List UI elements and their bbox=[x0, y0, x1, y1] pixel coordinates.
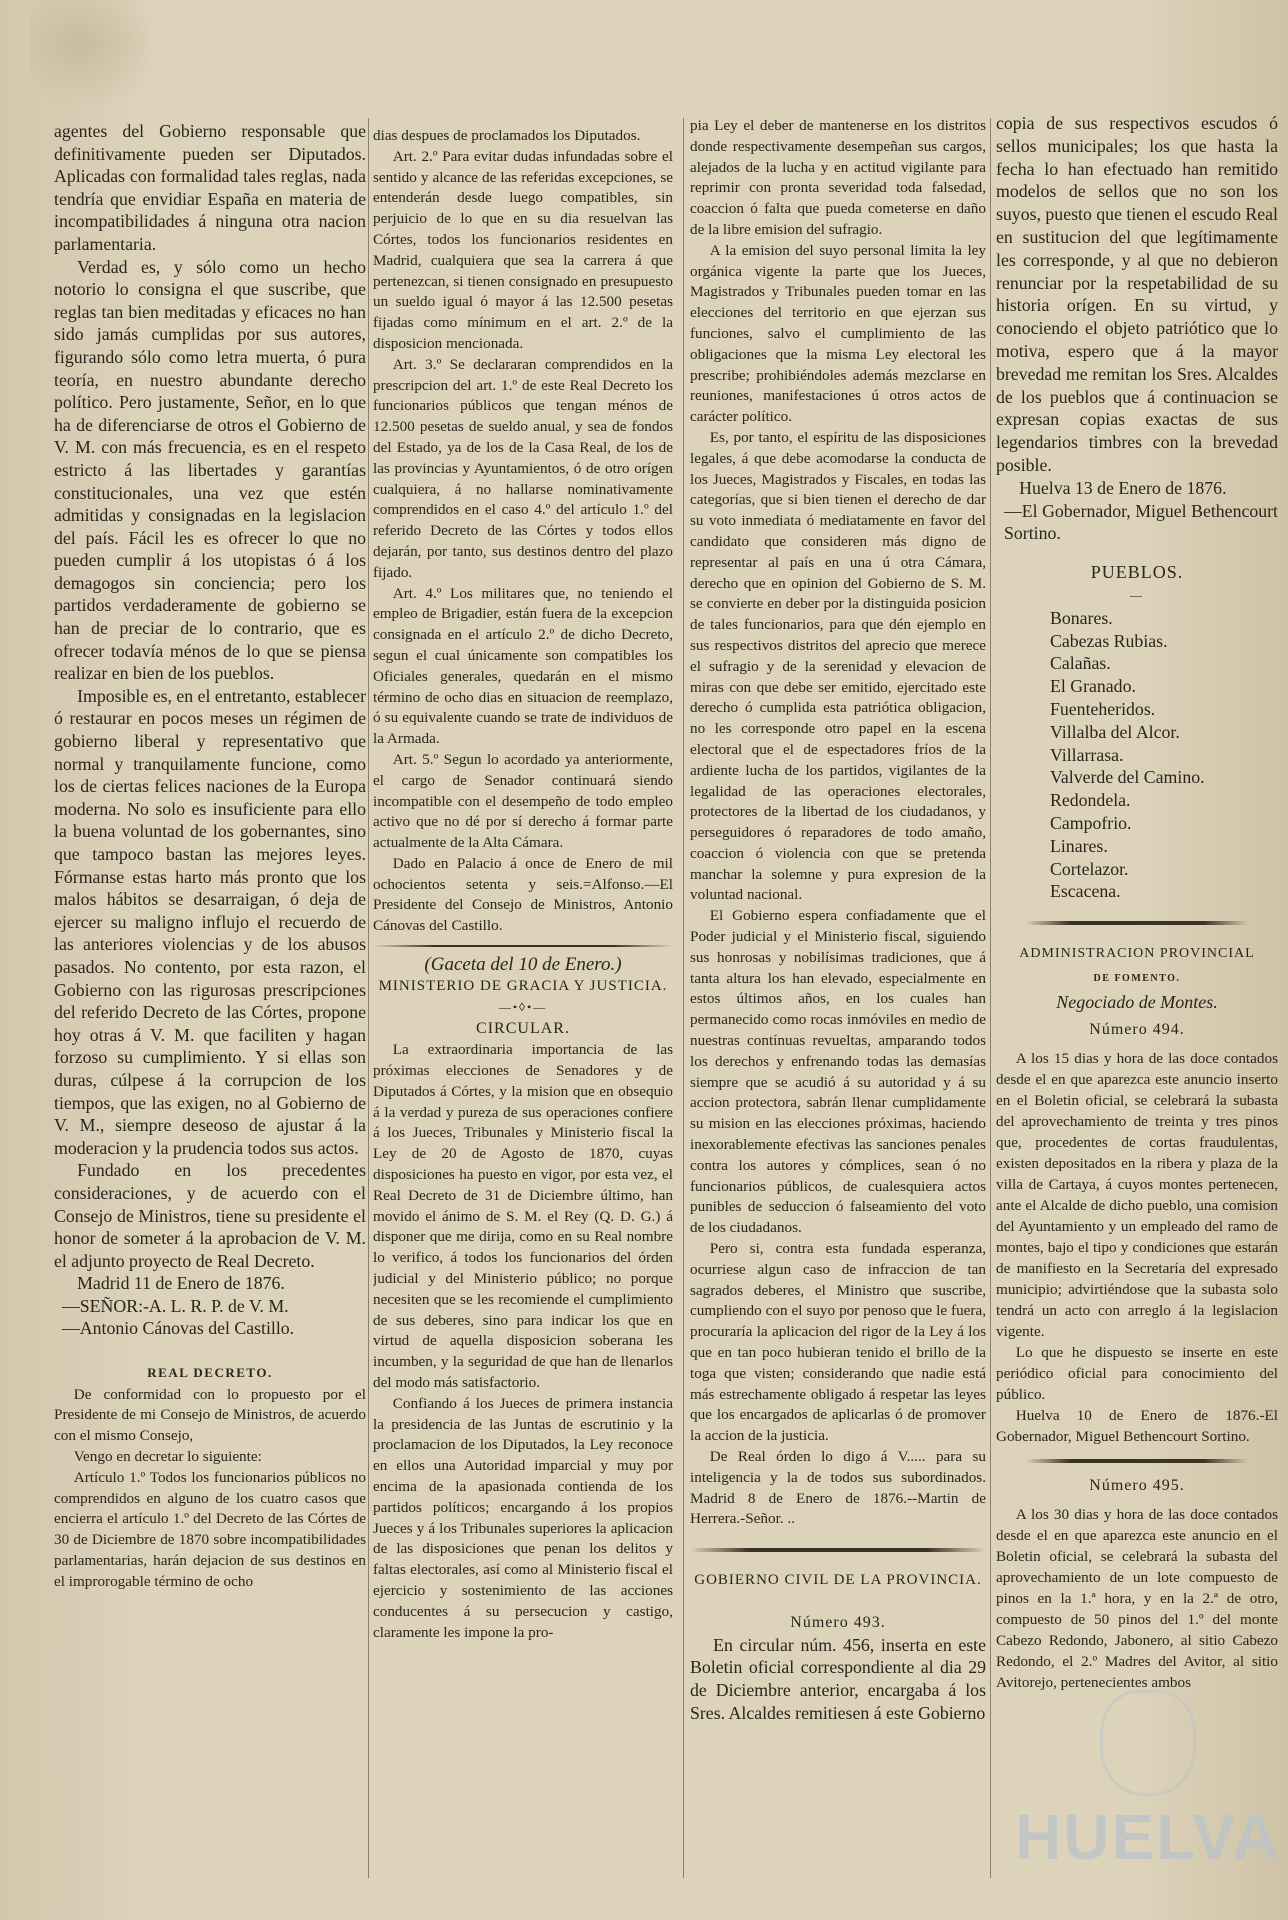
paragraph: La extraordinaria importancia de las próximas elecciones de Senadores y de Diputados á Córtes, y la mision que en obsequio á la verdad y pureza de sus operaciones confiere á los Jueces, Tribunales y Ministerio fiscal la Ley de 20 de Agosto de 1870, cuyas disposiciones ha puesto en vigor, por esta vez, el Real Decreto de 31 de Diciembre último, han movido el ánimo de S. M. el Rey (Q. D. G.) á disponer que me dirija, como en su Real nombre lo verifico, á todos los funcionarios del órden judicial y del Ministerio público; no porque necesiten que se les recomiende el cumplimiento de sus deberes, sino para indicar los que en virtud de aquella disposicion soberana les incumben, y la seguridad de que han de llenarlos del modo más satisfactorio. bbox=[373, 1041, 673, 1392]
column-3 bbox=[690, 116, 986, 1724]
separator-rule bbox=[373, 945, 673, 947]
list-item: Linares. bbox=[1050, 835, 1108, 856]
paragraph: Dado en Palacio á once de Enero de mil ochocientos setenta y seis.=Alfonso.—El Presidente del Consejo de Ministros, Antonio Cánovas del Castillo. bbox=[373, 854, 673, 935]
section-heading: REAL DECRETO. bbox=[147, 1365, 273, 1381]
signature-line: —Antonio Cánovas del Castillo. bbox=[62, 1318, 295, 1339]
ornament: — bbox=[1130, 587, 1144, 602]
paragraph: Es, por tanto, el espíritu de las disposiciones legales, á que debe acomodarse la conducta de los Jueces, Magistrados y Fiscales, en todas las categorías, que si bien tienen el derecho de dar su voto inmediata ó mediatamente en favor del candidato que consideren más digno de representar al país en una ú otra Cámara, derecho que en opinion del Gobierno de S. M. se convierte en deber por la distinguida posicion de tales funcionarios, para que dén ejemplo en sus respectivos distritos del aprecio que merece el sufragio y de la serenidad y elevacion de miras con que debe ser emitido, ejercitado este derecho ó cumplida esta patriótica obligacion, no les corresponde otro papel en la escena electoral que el de espectadores fríos de la ardiente lucha de los partidos, vigilantes de la legalidad de las operaciones electorales, protectores de la libertad de los ciudadanos, y perseguidores ó reparadores de todo amaño, coaccion ó violencia con que se pretenda manchar la solemne y pura expresion de la voluntad nacional. bbox=[690, 428, 986, 904]
signature-line: —SEÑOR:-A. L. R. P. de V. M. bbox=[62, 1295, 289, 1316]
column-rule bbox=[683, 118, 684, 1878]
paragraph: A los 15 dias y hora de las doce contados desde el en que aparezca este anuncio inserto en el Boletin oficial, se celebrará la subasta del aprovechamiento de treinta y tres pinos que, procedentes de cortas fraudulentas, existen depositados en la ribera y plaza de la villa de Cartaya, á cuyos montes pertenecen, ante el Alcalde de dicho pueblo, una comision del Ayuntamiento y un empleado del ramo de montes, bajo el tipo y condiciones que estarán de manifiesto en la Secretaría del expresado municipio; advirtiéndose que la subasta solo tendrá un acto con arreglo á la legislacion vigente. bbox=[996, 1050, 1278, 1341]
column-rule bbox=[990, 118, 991, 1878]
list-item: El Granado. bbox=[1050, 676, 1136, 697]
list-item: Escacena. bbox=[1050, 881, 1121, 902]
column-2 bbox=[373, 126, 673, 1643]
paragraph: Vengo en decretar lo siguiente: bbox=[73, 1448, 262, 1466]
watermark-seal-icon bbox=[1100, 1690, 1196, 1796]
paragraph: De conformidad con lo propuesto por el Presidente de mi Consejo de Ministros, de acuerdo con el mismo Consejo, bbox=[54, 1385, 366, 1445]
list-item: Cabezas Rubias. bbox=[1050, 630, 1168, 651]
date-line: Madrid 11 de Enero de 1876. bbox=[77, 1273, 285, 1294]
list-item: Villarrasa. bbox=[1050, 744, 1124, 765]
paragraph: Pero si, contra esta fundada esperanza, ocurriese algun caso de infraccion de tan sagrados deberes, el Ministro que suscribe, cumpliendo con el suyo por penoso que le fuera, procuraría la aplicacion del rigor de la Ley á los que en tan poco hubieran tenido el brillo de la toga que visten; considerando que nadie está más estrechamente obligado á respetar las leyes que los encargados de aplicarlas ó de promover la accion de la justicia. bbox=[690, 1240, 986, 1445]
section-subheading: DE FOMENTO. bbox=[1093, 972, 1181, 984]
paragraph: En circular núm. 456, inserta en este Boletin oficial correspondiente al dia 29 de Diciembre anterior, encargaba á los Sres. Alcaldes remitiesen á este Gobierno bbox=[690, 1634, 986, 1723]
list-item: Valverde del Camino. bbox=[1050, 767, 1205, 788]
pueblos-list bbox=[996, 607, 1278, 903]
paragraph: El Gobierno espera confiadamente que el Poder judicial y el Ministerio fiscal, siguiendo sus honrosas y nobilísimas tradiciones, que á tanta altura los han elevado, especialmente en estos últimos años, en los cuales han permanecido como rocas inmóviles en medio de nuestras contínuas revueltas, amparando todos los derechos y enfrenando todas las demasías siempre que se acudió á su autoridad y á su accion protectora, sabrán llenar cumplidamente su mision en las elecciones próximas, haciendo inexorablemente efectivas las sanciones penales contra los autores y cómplices, sean ó no funcionarios públicos, de cualesquiera actos punibles de seduccion ó falseamiento del voto de los ciudadanos. bbox=[690, 907, 986, 1237]
paragraph: Confiando á los Jueces de primera instancia la presidencia de las Juntas de escrutinio y la proclamacion de los Diputados, la Ley reconoce en ellos una Autoridad imparcial y muy por encima de la apasionada contienda de los partidos políticos; encargando á los propios Jueces y á los Tribunales superiores la aplicacion de las disposiciones que penan los delitos y faltas electorales, así como al Ministerio fiscal el ejercicio y sostenimiento de las acciones conducentes á su persecucion y castigo, claramente les impone la pro- bbox=[373, 1394, 673, 1641]
list-item: Villalba del Alcor. bbox=[1050, 721, 1180, 742]
paragraph: Art. 2.º Para evitar dudas infundadas sobre el sentido y alcance de las referidas excepciones, se entenderán desde luego compatibles, sin perjuicio de lo que en su dia resuelvan las Córtes, todos los funcionarios residentes en Madrid, cualquiera que sea la carrera á que pertenezcan, si tienen consignado en presupuesto un sueldo igual ó mayor á las 12.500 pesetas fijadas como mínimum en el art. 2.º de la disposicion mencionada. bbox=[373, 147, 673, 352]
separator-rule bbox=[690, 1548, 986, 1552]
notice-number: Número 495. bbox=[1089, 1477, 1185, 1495]
paragraph: De Real órden lo digo á V..... para su inteligencia y la de todos sus subordinados. Madrid 8 de Enero de 1876.--Martin de Herrera.-Señor. .. bbox=[690, 1448, 986, 1528]
paragraph: A los 30 dias y hora de las doce contados desde el en que aparezca este anuncio en el Boletin oficial, se celebrará la subasta del aprovechamiento de un lote compuesto de pinos en la 1.ª hora, y en la 2.ª de otro, compuesto de 50 pinos del 1.º del monte Cabezo Redondo, Jabonero, al sitio Cabezo Redondo, el 2.º Madres del Avitor, al sitio Avitorejo, pertenecientes ambos bbox=[996, 1506, 1278, 1692]
paragraph: Huelva 10 de Enero de 1876.-El Gobernador, Miguel Bethencourt Sortino. bbox=[996, 1407, 1278, 1446]
column-4 bbox=[996, 112, 1278, 1693]
paragraph: Art. 4.º Los militares que, no teniendo el empleo de Brigadier, están fuera de la excepcion consignada en el artículo 2.º de dicho Decreto, segun el cual únicamente son compatibles los Oficiales generales, quedarán en el mismo término de ocho dias en situacion de reemplazo, ó su equivalente cuando se trate de individuos de la Armada. bbox=[373, 584, 673, 748]
paragraph: Fundado en los precedentes consideraciones, y de acuerdo con el Consejo de Ministros, tiene su presidente el honor de someter á la aprobacion de V. M. el adjunto proyecto de Real Decreto. bbox=[54, 1160, 366, 1271]
section-heading: GOBIERNO CIVIL DE LA PROVINCIA. bbox=[694, 1572, 982, 1589]
paragraph: Art. 5.º Segun lo acordado ya anteriormente, el cargo de Senador continuará siendo incompatible con el desempeño de todo empleo activo que no dé por sí derecho á formar parte actualmente de la Alta Cámara. bbox=[373, 750, 673, 852]
signature-line: —El Gobernador, Miguel Bethencourt Sortino. bbox=[1004, 500, 1278, 544]
paragraph: A la emision del suyo personal limita la ley orgánica vigente la parte que los Jueces, Magistrados y Tribunales pueden tomar en las elecciones del territorio en que ejerzan sus funciones, salvo el cumplimiento de las obligaciones que la misma Ley electoral les prescribe; prohibiéndoles además mezclarse en reuniones, manifestaciones ú otros actos de carácter político. bbox=[690, 241, 986, 426]
section-heading: PUEBLOS. bbox=[1090, 562, 1184, 583]
list-item: Cortelazor. bbox=[1050, 858, 1129, 879]
ornament: —•◊•— bbox=[498, 999, 548, 1014]
paragraph: Imposible es, en el entretanto, establecer ó restaurar en pocos meses un régimen de gobierno liberal y representativo que normal y tranquilamente funcione, como los de ciertas felices naciones de la Europa moderna. No solo es insuficiente para ello la buena voluntad de los gobernantes, sino que tampoco bastan las mejores leyes. Fórmanse estas harto más pronto que los malos hábitos se desarraigan, ó deja de ejercer su maligno influjo el recuerdo de las anteriores violencias y de los abusos pasados. No contento, por esta razon, el Gobierno con las rigurosas prescripciones del referido Decreto de las Córtes, propone hoy otras á V. M. que faciliten y hagan forzoso su cumplimiento. Y si ellas son duras, cúlpese á la corrupcion de los tiempos, que las exigen, no al Gobierno de V. M., siempre deseoso de ajustar á la moderacion y la prudencia todos sus actos. bbox=[54, 685, 366, 1158]
list-item: Redondela. bbox=[1050, 790, 1131, 811]
date-line: Huelva 13 de Enero de 1876. bbox=[1019, 477, 1227, 498]
separator-rule bbox=[1026, 921, 1248, 925]
paragraph: agentes del Gobierno responsable que definitivamente pueden ser Diputados. Aplicadas con formalidad tales reglas, nada tendría que envidiar España en materia de incompatibilidades á ninguna otra nacion parlamentaria. bbox=[54, 121, 366, 254]
paragraph: Lo que he dispuesto se inserte en este periódico oficial para conocimiento del público. bbox=[996, 1344, 1278, 1404]
section-heading: MINISTERIO DE GRACIA Y JUSTICIA. bbox=[378, 977, 668, 994]
list-item: Calañas. bbox=[1050, 653, 1111, 674]
list-item: Campofrio. bbox=[1050, 812, 1132, 833]
notice-number: Número 493. bbox=[790, 1613, 886, 1631]
gaceta-note: (Gaceta del 10 de Enero.) bbox=[424, 954, 622, 976]
paragraph: Art. 3.º Se declararan comprendidos en la prescripcion del art. 1.º de este Real Decreto los funcionarios públicos que tengan ménos de 12.500 pesetas de sueldo anual, y sea de fondos del Estado, ya de los de la Casa Real, de los de las provincias y Ayuntamientos, ó de otro orígen cualquiera, á no hallarse nominativamente comprendidos en el caso 4.º del artículo 1.º del referido Decreto de las Córtes y todos ellos dejarán, por tanto, sus destinos dentro del plazo fijado. bbox=[373, 355, 673, 581]
notice-number: Número 494. bbox=[1089, 1021, 1185, 1039]
section-title: Negociado de Montes. bbox=[1056, 991, 1218, 1012]
paragraph: Artículo 1.º Todos los funcionarios públicos no comprendidos en alguno de los cuatro casos que encierra el artículo 1.º del Decreto de las Córtes de 30 de Diciembre de 1870 sobre incompatibilidades parlamentarias, harán dejacion de sus destinos en el improrogable término de ocho bbox=[54, 1468, 366, 1590]
paragraph: copia de sus respectivos escudos ó sellos municipales; los que hasta la fecha lo han efectuado han remitido modelos de sellos que no son los suyos, puesto que tienen el escudo Real en sustitucion del que legítimamente les corresponde, y al que no debieron renunciar por la respetabilidad de su historia orígen. En su virtud, y conociendo el objeto patriótico que lo motiva, espero que á la mayor brevedad me remitan los Sres. Alcaldes de los pueblos que á continuacion se expresan copias exactas de sus legendarios timbres con la brevedad posible. bbox=[996, 113, 1278, 475]
paragraph: pia Ley el deber de mantenerse en los distritos donde respectivamente desempeñan sus cargos, alejados de la lucha y en actitud vigilante para reprimir con pronta severidad toda falsedad, coaccion ó falta que pueda cometerse en daño de la libre emision del sufragio. bbox=[690, 117, 986, 238]
column-1 bbox=[54, 120, 366, 1593]
paragraph: Verdad es, y sólo como un hecho notorio lo consigna el que suscribe, que reglas tan bien meditadas y eficaces no han sido jamás cumplidas por sus autores, figurando sólo como letra muerta, ó pura teoría, en nuestro abundante derecho político. Pero justamente, Señor, en lo que ha de diferenciarse de otros el Gobierno de V. M. con más frecuencia, es en el respeto estricto á las libertades y garantías constitucionales, una vez que estén admitidas y consignadas en la legislacion del país. Fácil les es ofrecer lo que no pueden cumplir á los utopistas ó á los demagogos sin conciencia; pero los partidos verdaderamente de gobierno se han de preciar de lo contrario, que es ofrecer todavía ménos de lo que se piensa realizar en bien de los pueblos. bbox=[54, 256, 366, 684]
separator-rule bbox=[1026, 1459, 1248, 1463]
subheading: CIRCULAR. bbox=[476, 1020, 570, 1038]
watermark-logo: HUELVA bbox=[1015, 1801, 1281, 1873]
column-rule bbox=[368, 118, 369, 1878]
paragraph: dias despues de proclamados los Diputados. bbox=[373, 127, 641, 144]
list-item: Fuenteheridos. bbox=[1050, 698, 1156, 719]
section-heading: ADMINISTRACION PROVINCIAL bbox=[1019, 946, 1255, 962]
list-item: Bonares. bbox=[1050, 607, 1113, 628]
paper-stain bbox=[30, 0, 160, 110]
